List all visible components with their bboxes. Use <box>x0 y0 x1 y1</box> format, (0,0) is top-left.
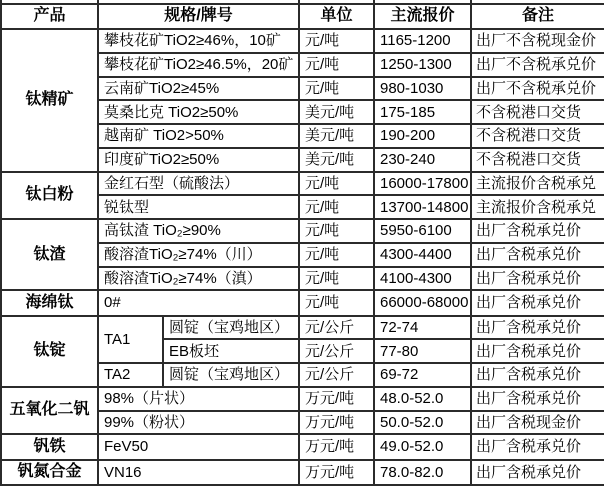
spec-cell: 金红石型（硫酸法） <box>98 172 299 196</box>
spec-cell: 98%（片状） <box>98 387 299 411</box>
price-cell: 190-200 <box>374 124 471 148</box>
price-cell: 50.0-52.0 <box>374 411 471 435</box>
table-header-row <box>1 4 604 29</box>
price-cell: 4100-4300 <box>374 267 471 291</box>
header-spec: 规格/牌号 <box>98 4 299 29</box>
note-cell: 不含税港口交货 <box>471 124 604 148</box>
note-cell: 出厂含税承兑价 <box>471 363 604 387</box>
price-cell: 48.0-52.0 <box>374 387 471 411</box>
spec-cell: 0# <box>98 290 299 315</box>
unit-cell: 元/吨 <box>299 243 374 267</box>
note-cell: 出厂含税承兑价 <box>471 460 604 485</box>
spec-cell: 99%（粉状） <box>98 411 299 435</box>
table-row <box>1 290 604 315</box>
unit-cell: 元/吨 <box>299 219 374 243</box>
table-row <box>1 460 604 485</box>
unit-cell: 元/吨 <box>299 77 374 101</box>
form-cell: 圆锭（宝鸡地区） <box>163 363 299 387</box>
note-cell: 主流报价含税承兑 <box>471 195 604 219</box>
note-cell: 出厂含税承兑价 <box>471 339 604 363</box>
unit-cell: 元/吨 <box>299 172 374 196</box>
price-cell: 77-80 <box>374 339 471 363</box>
group-cell-ti-dioxide: 钛白粉 <box>1 172 98 220</box>
price-cell: 5950-6100 <box>374 219 471 243</box>
group-cell-ferrovanadium: 钒铁 <box>1 434 98 459</box>
unit-cell: 美元/吨 <box>299 124 374 148</box>
price-cell: 72-74 <box>374 316 471 340</box>
header-unit: 单位 <box>299 4 374 29</box>
note-cell: 出厂含税承兑价 <box>471 387 604 411</box>
header-product: 产品 <box>1 4 98 29</box>
table-row <box>1 316 604 340</box>
price-cell: 49.0-52.0 <box>374 434 471 459</box>
table-row <box>1 387 604 411</box>
table-row <box>1 219 604 243</box>
spec-cell: FeV50 <box>98 434 299 459</box>
unit-cell: 元/吨 <box>299 195 374 219</box>
price-cell: 1250-1300 <box>374 53 471 77</box>
price-cell: 16000-17800 <box>374 172 471 196</box>
unit-cell: 万元/吨 <box>299 411 374 435</box>
price-cell: 230-240 <box>374 148 471 172</box>
price-cell: 78.0-82.0 <box>374 460 471 485</box>
spec-cell: 云南矿TiO2≥45% <box>98 77 299 101</box>
note-cell: 出厂不含税承兑价 <box>471 53 604 77</box>
group-cell-vn-alloy: 钒氮合金 <box>1 460 98 485</box>
note-cell: 不含税港口交货 <box>471 148 604 172</box>
form-cell: 圆锭（宝鸡地区） <box>163 316 299 340</box>
spec-cell: 酸溶渣TiO₂≥74%（滇） <box>98 267 299 291</box>
note-cell: 出厂含税现金价 <box>471 411 604 435</box>
note-cell: 出厂不含税承兑价 <box>471 77 604 101</box>
note-cell: 主流报价含税承兑 <box>471 172 604 196</box>
unit-cell: 万元/吨 <box>299 434 374 459</box>
spec-cell: 攀枝花矿TiO2≥46%，10矿 <box>98 29 299 53</box>
note-cell: 出厂含税承兑价 <box>471 243 604 267</box>
spec-cell: 印度矿TiO2≥50% <box>98 148 299 172</box>
unit-cell: 元/吨 <box>299 290 374 315</box>
note-cell: 不含税港口交货 <box>471 100 604 124</box>
group-cell-ti-slag: 钛渣 <box>1 219 98 290</box>
header-price: 主流报价 <box>374 4 471 29</box>
grade-cell: TA1 <box>98 316 163 364</box>
spec-cell: 锐钛型 <box>98 195 299 219</box>
table-row <box>1 29 604 53</box>
unit-cell: 元/公斤 <box>299 316 374 340</box>
unit-cell: 元/吨 <box>299 29 374 53</box>
spec-cell: 酸溶渣TiO₂≥74%（川） <box>98 243 299 267</box>
price-cell: 980-1030 <box>374 77 471 101</box>
unit-cell: 元/吨 <box>299 267 374 291</box>
grade-cell: TA2 <box>98 363 163 387</box>
table-row <box>1 434 604 459</box>
note-cell: 出厂含税承兑价 <box>471 290 604 315</box>
unit-cell: 美元/吨 <box>299 148 374 172</box>
spec-cell: 高钛渣 TiO₂≥90% <box>98 219 299 243</box>
price-cell: 66000-68000 <box>374 290 471 315</box>
unit-cell: 美元/吨 <box>299 100 374 124</box>
spec-cell: VN16 <box>98 460 299 485</box>
spec-cell: 越南矿 TiO2>50% <box>98 124 299 148</box>
note-cell: 出厂含税承兑价 <box>471 267 604 291</box>
price-cell: 4300-4400 <box>374 243 471 267</box>
note-cell: 出厂含税承兑价 <box>471 316 604 340</box>
price-cell: 1165-1200 <box>374 29 471 53</box>
price-cell: 175-185 <box>374 100 471 124</box>
price-cell: 69-72 <box>374 363 471 387</box>
price-cell: 13700-14800 <box>374 195 471 219</box>
header-note: 备注 <box>471 4 604 29</box>
spec-cell: 莫桑比克 TiO2≥50% <box>98 100 299 124</box>
unit-cell: 元/公斤 <box>299 363 374 387</box>
note-cell: 出厂含税承兑价 <box>471 219 604 243</box>
unit-cell: 万元/吨 <box>299 387 374 411</box>
spec-cell: 攀枝花矿TiO2≥46.5%，20矿 <box>98 53 299 77</box>
group-cell-ti-sponge: 海绵钛 <box>1 290 98 315</box>
group-cell-ti-concentrate: 钛精矿 <box>1 29 98 172</box>
form-cell: EB板坯 <box>163 339 299 363</box>
unit-cell: 元/吨 <box>299 53 374 77</box>
note-cell: 出厂含税承兑价 <box>471 434 604 459</box>
group-cell-ti-ingot: 钛锭 <box>1 316 98 387</box>
unit-cell: 万元/吨 <box>299 460 374 485</box>
note-cell: 出厂不含税现金价 <box>471 29 604 53</box>
group-cell-v2o5: 五氧化二钒 <box>1 387 98 435</box>
unit-cell: 元/公斤 <box>299 339 374 363</box>
table-row <box>1 172 604 196</box>
